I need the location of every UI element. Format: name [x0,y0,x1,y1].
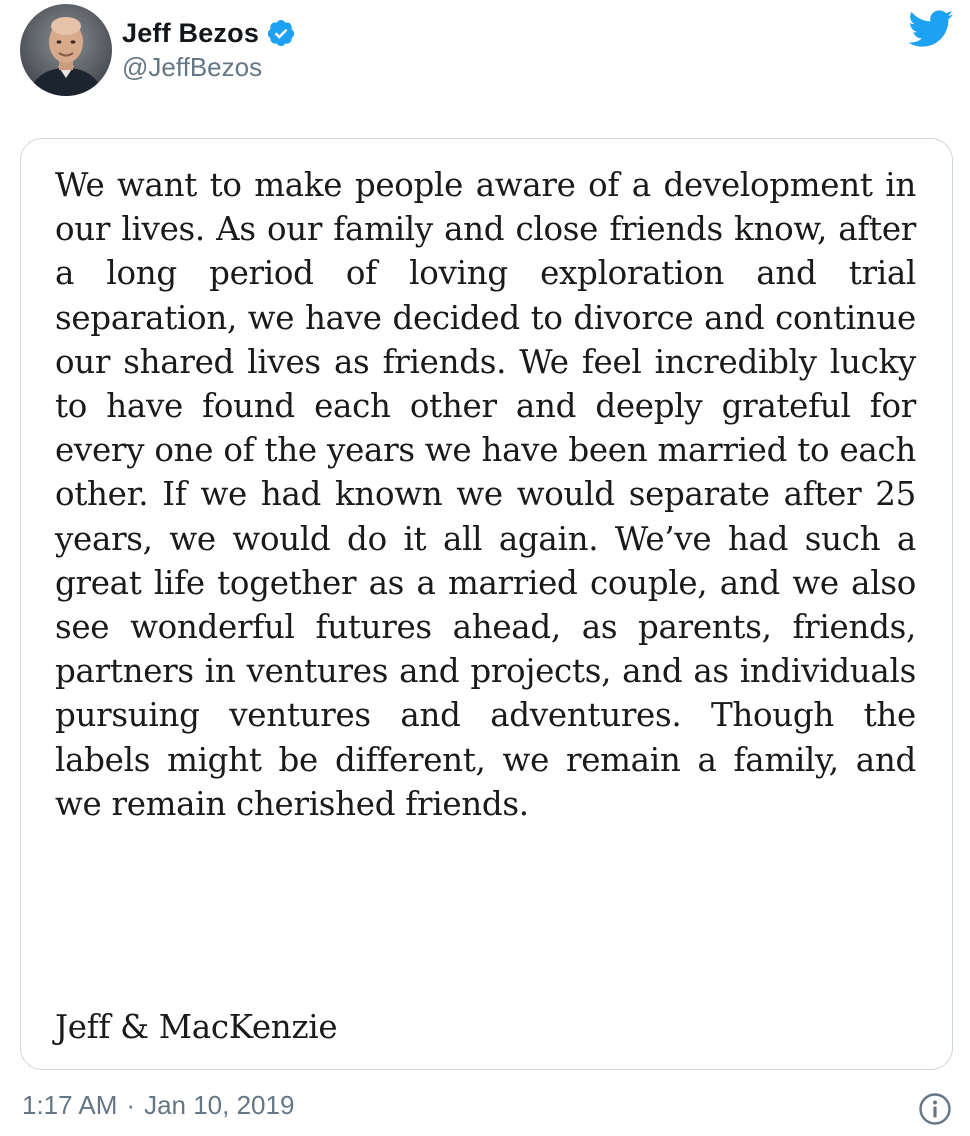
statement-signature: Jeff & MacKenzie [55,1008,338,1046]
profile-photo [20,4,112,96]
author-handle[interactable]: @JeffBezos [122,52,263,82]
verified-badge-icon [266,18,296,48]
statement-text: We want to make people aware of a development in our lives. As our family and close friends know, after a long period of loving exploration and trial separation, we have decided to divorce and continue our shared lives as friends. We feel incredibly lucky to have found each other and deeply grateful for every one of the years we have been married to each other. If we had known we would separate after 25 years, we would do it all again. We’ve had such a great life together as a married couple, and we also see wonderful futures ahead, as parents, friends, partners in ventures and projects, and as individuals pursuing ventures and adventures. Though the labels might be different, we remain a family, and we remain cherished friends. [55,166,916,823]
display-name[interactable]: Jeff Bezos [122,17,260,48]
tweet-timestamp[interactable] [22,1090,294,1121]
author-name-row[interactable] [122,16,296,50]
timestamp-separator: · [126,1090,136,1120]
tweet-time[interactable]: 1:17 AM [22,1090,118,1120]
twitter-bird-icon[interactable] [908,10,954,48]
avatar[interactable] [20,4,112,96]
tweet-date[interactable]: Jan 10, 2019 [144,1090,295,1120]
tweet-image-card[interactable] [20,138,953,1070]
info-icon[interactable] [918,1092,952,1126]
